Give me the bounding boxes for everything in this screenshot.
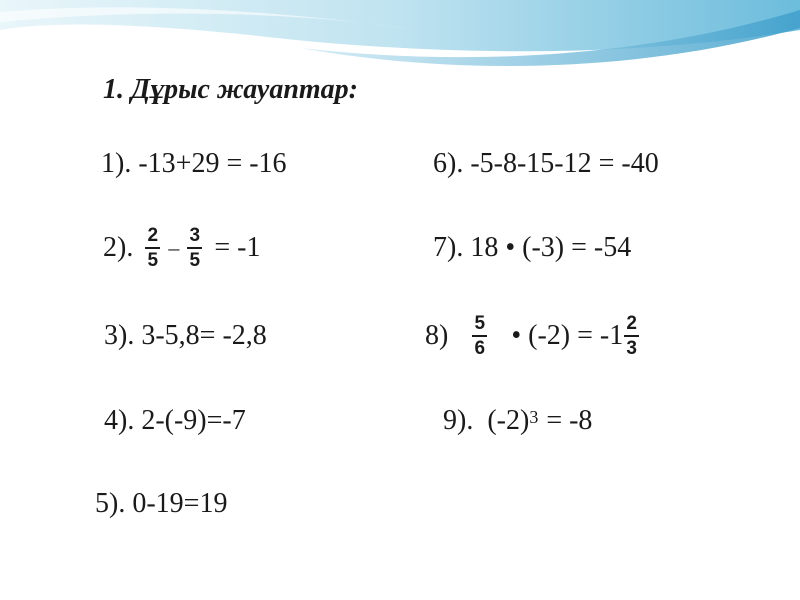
fraction-bar <box>187 247 202 249</box>
exponent: 3 <box>529 406 539 427</box>
equation-9 <box>443 395 592 447</box>
minus-sign: – <box>168 235 180 260</box>
fraction-bar <box>624 335 639 337</box>
fraction-numerator: 2 <box>147 225 159 246</box>
fraction <box>187 226 202 270</box>
fraction-bar <box>472 335 487 337</box>
fraction-numerator: 3 <box>189 225 201 246</box>
fraction-denominator: 5 <box>189 250 201 271</box>
fraction <box>624 314 639 358</box>
equation-8 <box>425 310 641 362</box>
equation-9-result: = -8 <box>546 405 593 436</box>
fraction-denominator: 6 <box>474 338 486 359</box>
equation-9-label: 9). <box>443 405 474 436</box>
equation-1: 1). -13+29 = -16 <box>101 148 287 179</box>
fraction <box>145 226 160 270</box>
equation-2 <box>103 222 260 274</box>
fraction-bar <box>145 247 160 249</box>
fraction <box>472 314 487 358</box>
equation-3: 3). 3-5,8= -2,8 <box>104 320 267 351</box>
fraction-numerator: 5 <box>474 313 486 334</box>
equation-8-label: 8) <box>425 320 449 351</box>
fraction-denominator: 3 <box>626 338 637 359</box>
equation-4: 4). 2-(-9)=-7 <box>104 405 246 436</box>
equation-5: 5). 0-19=19 <box>95 488 228 519</box>
header-wave-decoration <box>0 0 800 80</box>
fraction-numerator: 2 <box>626 313 637 334</box>
equation-7: 7). 18 • (-3) = -54 <box>433 232 632 263</box>
fraction-denominator: 5 <box>147 250 159 271</box>
equation-8-middle: • (-2) = -1 <box>511 320 624 351</box>
equation-6: 6). -5-8-15-12 = -40 <box>433 148 659 179</box>
equation-9-base: (-2) <box>487 405 530 436</box>
equation-2-label: 2). <box>103 232 134 263</box>
equation-2-result: = -1 <box>214 232 261 263</box>
page-title: 1. Дұрыс жауаптар: <box>103 74 359 105</box>
